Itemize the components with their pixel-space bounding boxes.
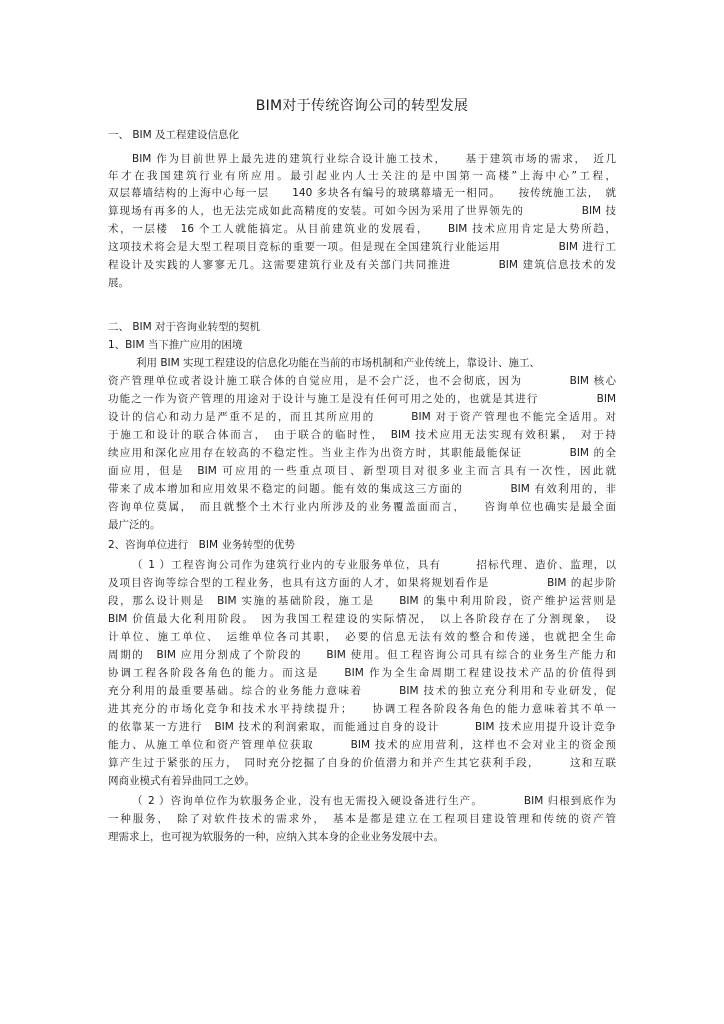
paragraph-line: 理需求上，也可视为软服务的一种，应纳入其本身的企业业务发展中去。 [108,831,444,843]
paragraph-line: 资产管理单位或者设计施工联合体的自觉应用，是不会广泛，也不会彻底，因为 BIM 核心 [108,375,616,387]
paragraph-line: 设计的信心和动力是严重不足的，而且其所应用的 BIM 对于资产管理也不能完全适用。对 [108,411,616,423]
paragraph-line: 及项目咨询等综合型的工程业务，也具有这方面的人才，如果将规划看作是 BIM 的起步阶 [108,577,616,589]
section-heading: 一、 BIM 及工程建设信息化 [108,129,240,141]
paragraph-line: 充分利用的最重要基础。综合的业务能力意味着 BIM 技术的独立充分利用和专业研发，促 [108,685,616,697]
paragraph-line: 计单位、施工单位、 运维单位各司其职， 必要的信息无法有效的整合和传递，也就把全生命 [108,631,616,643]
paragraph-line: 年才在我国建筑行业有所应用。最引起业内人士关注的是中国第一高楼”上海中心”工程， [108,170,616,182]
paragraph-line: （ 2 ）咨询单位作为软服务企业，没有也无需投入硬设备进行生产。 BIM 归根到底作为 [132,795,616,807]
paragraph-line: 咨询单位莫属， 而且就整个土木行业内所涉及的业务覆盖面而言， 咨询单位也确实是最全面 [108,501,616,513]
paragraph-line: BIM 作为目前世界上最先进的建筑行业综合设计施工技术， 基于建筑市场的需求， 近几 [132,153,616,165]
paragraph-line: 协调工程各阶段各角色的能力。而这是 BIM 作为全生命周期工程建设技术产品的价值得到 [108,667,616,679]
paragraph-line: 能力、从施工单位和资产管理单位获取 BIM 技术的应用营利，这样也不会对业主的资金预 [108,739,616,751]
paragraph-line: 面应用，但是 BIM 可应用的一些重点项目、新型项目对很多业主而言具有一次性，因此就 [108,465,616,477]
paragraph-line: 续应用和深化应用存在较高的不稳定性。当业主作为出资方时，其职能最能保证 BIM 的全 [108,447,616,459]
paragraph-line: 程设计及实践的人寥寥无几。这需要建筑行业及有关部门共同推进 BIM 建筑信息技术的发 [108,259,616,271]
section-heading: 二、 BIM 对于咨询业转型的契机 [108,321,261,333]
paragraph-line: 展。 [108,277,129,289]
paragraph-line: 算产生过于紧张的压力， 同时充分挖掘了自身的价值潜力和并产生其它获利手段， 这和互联 [108,757,616,769]
paragraph-line: 段，那么设计则是 BIM 实施的基础阶段，施工是 BIM 的集中利用阶段，资产维护运营则是 [108,595,616,607]
paragraph-line: 最广泛的。 [108,519,161,531]
paragraph-line: 利用 BIM 实现工程建设的信息化功能在当前的市场机制和产业传统上，靠设计、施工、 [136,357,541,369]
paragraph-line: 网商业模式有着异曲同工之妙。 [108,775,255,787]
paragraph-line: 带来了成本增加和应用效果不稳定的问题。能有效的集成这三方面的 BIM 有效利用的，非 [108,483,616,495]
paragraph-line: 双层幕墙结构的上海中心每一层 140 多块各有编号的玻璃幕墙无一相同。 按传统施工法， 就 [108,187,616,199]
paragraph-line: 周期的 BIM 应用分割成了个阶段的 BIM 使用。但工程咨询公司具有综合的业务生产能力和 [108,649,616,661]
paragraph-line: 算现场有再多的人，也无法完成如此高精度的安装。可如今因为采用了世界领先的 BIM 技 [108,205,616,217]
paragraph-line: 一种服务， 除了对软件技术的需求外， 基本是都是建立在工程项目建设管理和传统的资产管 [108,813,616,825]
document-title: BIM对于传统咨询公司的转型发展 [255,98,469,114]
paragraph-line: BIM 价值最大化利用阶段。 因为我国工程建设的实际情况， 以上各阶段存在了分割现象， 设 [108,613,616,625]
paragraph-line: （ 1 ）工程咨询公司作为建筑行业内的专业服务单位，具有 招标代理、造价、监理，以 [132,559,616,571]
paragraph-line: 术，一层楼 16 个工人就能搞定。从目前建筑业的发展看， BIM 技术应用肯定是大势所趋， [108,223,616,235]
paragraph-line: 的依靠某一方进行 BIM 技术的利润索取，而能通过自身的设计 BIM 技术应用提升设计竞争 [108,721,616,733]
paragraph-line: 于施工和设计的联合体而言， 由于联合的临时性， BIM 技术应用无法实现有效积累， 对于持 [108,429,616,441]
subsection-heading: 2、咨询单位进行 BIM 业务转型的优势 [108,539,295,551]
paragraph-line: 进其充分的市场化竞争和技术水平持续提升； 协调工程各阶段各角色的能力意味着其不单一 [108,703,616,715]
paragraph-line: 这项技术将会是大型工程项目竞标的重要一项。但是现在全国建筑行业能运用 BIM 进行工 [108,241,616,253]
subsection-heading: 1、BIM 当下推广应用的困境 [108,339,243,351]
paragraph-line: 功能之一作为资产管理的用途对于设计与施工是没有任何可用之处的，也就是其进行 BIM [108,393,616,405]
